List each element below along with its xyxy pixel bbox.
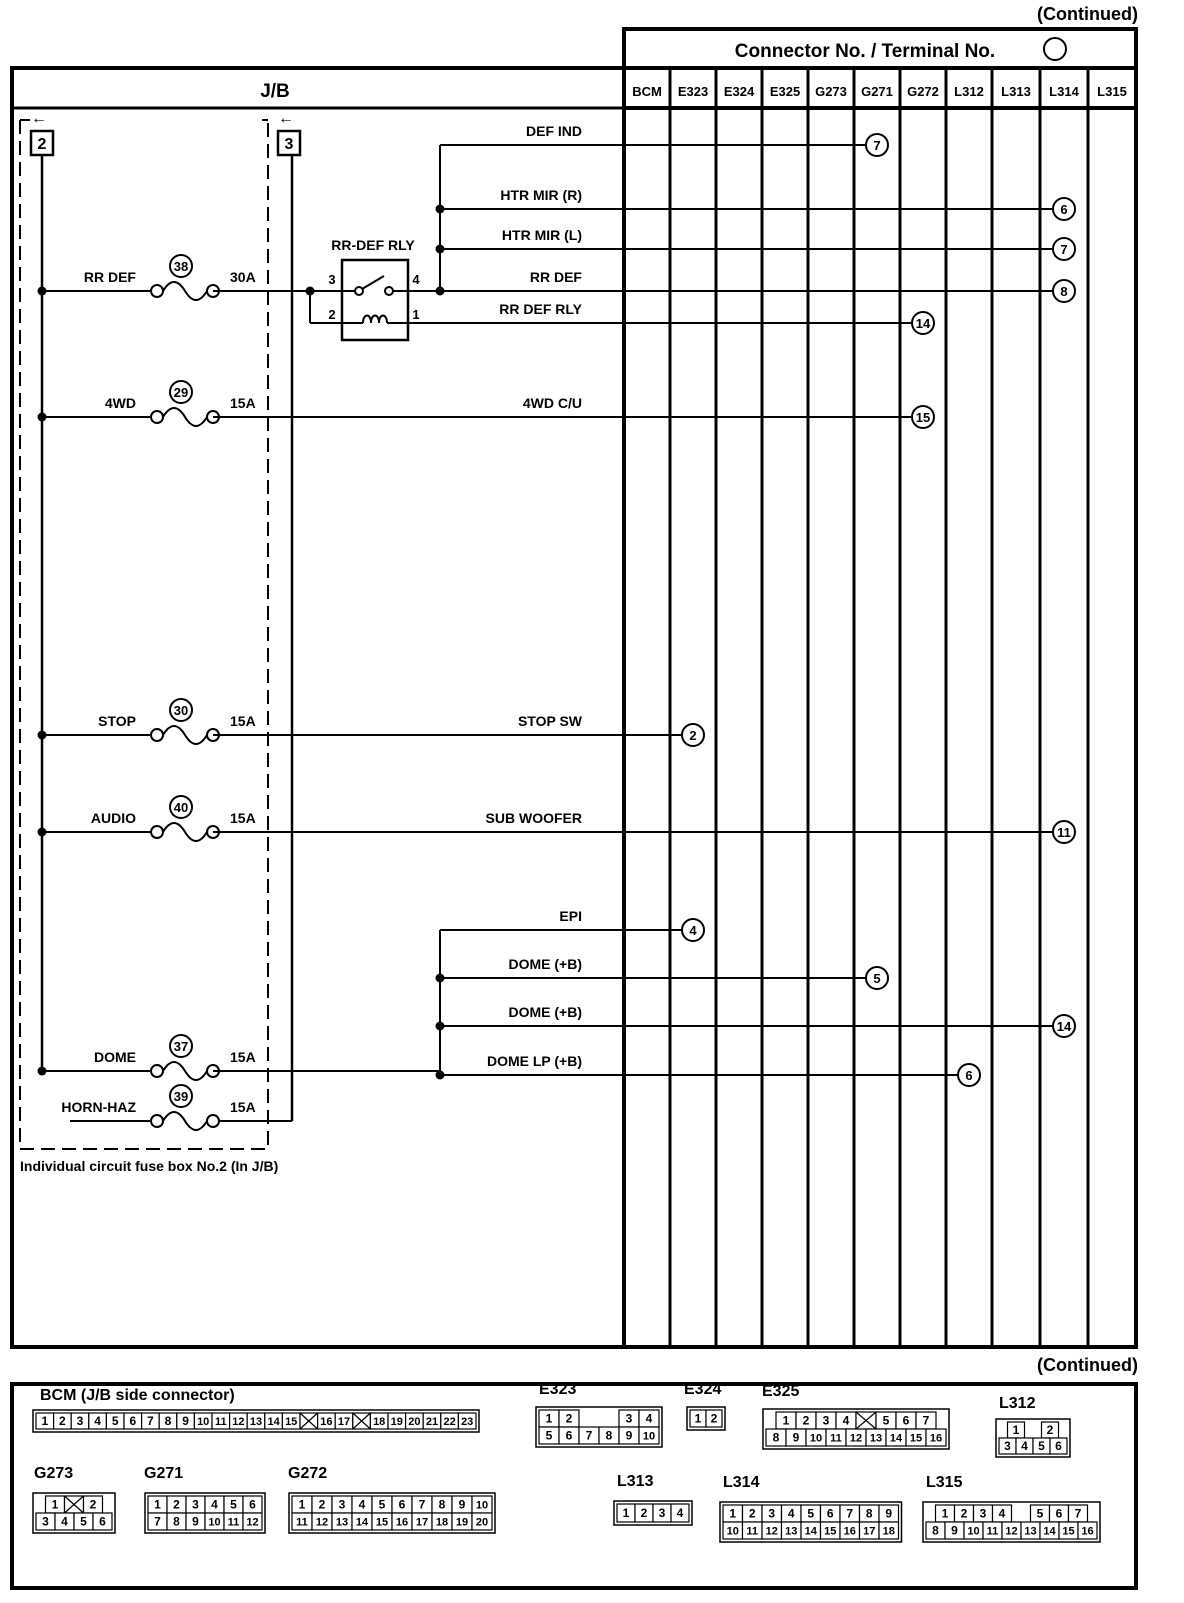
svg-text:1: 1 bbox=[412, 307, 420, 322]
pin-number: 16 bbox=[320, 1416, 333, 1428]
connector-header: Connector No. / Terminal No. bbox=[734, 41, 996, 62]
column-headers bbox=[632, 84, 1127, 99]
pin-number: 15 bbox=[1062, 1525, 1075, 1538]
pin-number: 20 bbox=[475, 1516, 489, 1529]
pin-number: 3 bbox=[768, 1506, 776, 1521]
pin-number: 10 bbox=[726, 1525, 739, 1538]
pin-number: 9 bbox=[792, 1430, 800, 1445]
fuse-label: DOME bbox=[94, 1049, 136, 1065]
pin-number: 11 bbox=[214, 1416, 227, 1428]
rr-def-relay bbox=[328, 237, 420, 340]
pin-number: 9 bbox=[951, 1523, 958, 1538]
pin-number: 19 bbox=[390, 1416, 403, 1428]
pin-number: 3 bbox=[76, 1414, 84, 1428]
pin-number: 5 bbox=[80, 1514, 87, 1529]
pin-number: 14 bbox=[267, 1416, 280, 1428]
pin-number: 16 bbox=[395, 1516, 409, 1529]
pin-number: 7 bbox=[154, 1514, 161, 1529]
pin-number: 3 bbox=[42, 1514, 49, 1529]
pin-number: 1 bbox=[154, 1497, 161, 1512]
column-label: L313 bbox=[1001, 84, 1031, 99]
pin-number: 11 bbox=[296, 1516, 308, 1529]
svg-text:3: 3 bbox=[328, 272, 336, 287]
circuit-label: 4WD C/U bbox=[522, 395, 582, 411]
pin-number: 18 bbox=[435, 1516, 449, 1529]
pin-number: 2 bbox=[710, 1411, 718, 1426]
pin-number: 14 bbox=[804, 1525, 817, 1538]
svg-text:RR-DEF RLY: RR-DEF RLY bbox=[331, 237, 415, 253]
pin-number: 8 bbox=[865, 1506, 873, 1521]
svg-text:4: 4 bbox=[412, 272, 420, 287]
svg-text:2: 2 bbox=[37, 136, 47, 153]
pin-number: 4 bbox=[998, 1506, 1006, 1521]
pin-number: 22 bbox=[443, 1416, 456, 1428]
pin-number: 12 bbox=[315, 1516, 329, 1529]
pin-number: 4 bbox=[358, 1497, 366, 1512]
pin-number: 14 bbox=[889, 1432, 903, 1445]
fuse bbox=[38, 1035, 441, 1080]
pin-number: 16 bbox=[929, 1432, 943, 1445]
pin-number: 15 bbox=[375, 1516, 389, 1529]
terminal-number: 14 bbox=[915, 316, 931, 331]
fuse-label: AUDIO bbox=[90, 810, 136, 826]
pin-number: 3 bbox=[338, 1497, 346, 1512]
terminal-number: 4 bbox=[689, 923, 697, 938]
terminal-number: 6 bbox=[965, 1068, 973, 1083]
pin-number: 3 bbox=[1004, 1439, 1011, 1453]
pin-number: 1 bbox=[729, 1506, 737, 1521]
pin-number: 5 bbox=[882, 1413, 890, 1428]
svg-text:2: 2 bbox=[328, 307, 336, 322]
pin-number: 11 bbox=[986, 1525, 999, 1538]
circuit bbox=[440, 227, 1075, 260]
circuit bbox=[523, 395, 934, 428]
pin-number: 15 bbox=[285, 1416, 298, 1428]
pin-number: 10 bbox=[642, 1430, 656, 1443]
circuit-label: RR DEF bbox=[529, 269, 582, 285]
pin-number: 4 bbox=[1021, 1439, 1028, 1453]
fuse bbox=[61, 1085, 255, 1130]
pin-number: 2 bbox=[802, 1413, 810, 1428]
connector-name: L315 bbox=[926, 1474, 963, 1491]
connector bbox=[762, 1383, 949, 1449]
pin-number: 10 bbox=[967, 1525, 980, 1538]
pin-number: 9 bbox=[458, 1497, 466, 1512]
pin-number: 6 bbox=[902, 1413, 910, 1428]
column-label: E324 bbox=[723, 84, 755, 99]
pin-number: 7 bbox=[1074, 1506, 1082, 1521]
terminal-number: 11 bbox=[1057, 825, 1071, 840]
jb-label: J/B bbox=[260, 81, 290, 102]
pin-number: 3 bbox=[658, 1506, 666, 1520]
pin-number: 4 bbox=[676, 1506, 684, 1520]
pin-number: 7 bbox=[846, 1506, 854, 1521]
pin-number: 5 bbox=[545, 1428, 553, 1443]
circuit-label: DOME LP (+B) bbox=[486, 1053, 582, 1069]
pin-number: 6 bbox=[1055, 1439, 1062, 1453]
pin-number: 1 bbox=[545, 1411, 553, 1426]
terminal-number: 15 bbox=[915, 410, 931, 425]
column-lines bbox=[670, 68, 1088, 1347]
pin-number: 2 bbox=[960, 1506, 968, 1521]
circuit bbox=[486, 810, 1075, 843]
pin-number: 11 bbox=[746, 1525, 759, 1538]
pin-number: 5 bbox=[1038, 1439, 1045, 1453]
pin-number: 4 bbox=[94, 1414, 101, 1428]
fuse-number: 37 bbox=[173, 1039, 189, 1054]
connector bbox=[144, 1465, 265, 1533]
pin-number: 2 bbox=[318, 1497, 326, 1512]
circuit-label: HTR MIR (L) bbox=[501, 227, 582, 243]
pin-number: 1 bbox=[1012, 1423, 1020, 1437]
connector-name: BCM (J/B side connector) bbox=[40, 1387, 235, 1404]
connector bbox=[614, 1473, 692, 1525]
connector-name: E324 bbox=[684, 1381, 722, 1398]
pin-number: 12 bbox=[232, 1416, 245, 1428]
pin-number: 7 bbox=[147, 1414, 154, 1428]
pin-number: 14 bbox=[1043, 1525, 1056, 1538]
pin-number: 5 bbox=[1036, 1506, 1044, 1521]
connector bbox=[996, 1395, 1070, 1457]
pin-number: 20 bbox=[408, 1416, 421, 1428]
connector-faces bbox=[33, 1381, 1100, 1542]
pin-number: 2 bbox=[59, 1414, 66, 1428]
pin-number: 9 bbox=[625, 1428, 633, 1443]
pin-number: 8 bbox=[164, 1414, 172, 1428]
pin-number: 6 bbox=[565, 1428, 573, 1443]
fuse-label: HORN-HAZ bbox=[61, 1099, 136, 1115]
pin-number: 10 bbox=[197, 1416, 210, 1428]
pin-number: 6 bbox=[826, 1506, 834, 1521]
pin-number: 6 bbox=[99, 1514, 106, 1529]
pin-number: 2 bbox=[1046, 1423, 1054, 1437]
circuit-label: SUB WOOFER bbox=[485, 810, 582, 826]
pin-number: 13 bbox=[869, 1432, 883, 1445]
pin-number: 8 bbox=[932, 1523, 939, 1538]
pin-number: 14 bbox=[355, 1516, 369, 1529]
fuse bbox=[38, 255, 256, 300]
fuse-amp: 15A bbox=[230, 395, 256, 411]
box-3-marker bbox=[278, 110, 300, 155]
pin-number: 16 bbox=[843, 1525, 856, 1538]
circuit-label: RR DEF RLY bbox=[499, 301, 582, 317]
continued-top: (Continued) bbox=[1037, 4, 1138, 24]
circuit bbox=[440, 187, 1075, 220]
connector-name: G273 bbox=[34, 1465, 74, 1482]
fuse-label: 4WD bbox=[104, 395, 136, 411]
pin-number: 5 bbox=[230, 1497, 237, 1512]
terminal-number: 5 bbox=[873, 971, 881, 986]
fuse-amp: 15A bbox=[230, 1049, 256, 1065]
circuit bbox=[440, 956, 888, 989]
circuit-label: HTR MIR (R) bbox=[500, 187, 582, 203]
fuse-amp: 15A bbox=[230, 810, 256, 826]
box-2-marker bbox=[31, 110, 53, 155]
fuse-number: 38 bbox=[173, 259, 189, 274]
pin-number: 17 bbox=[863, 1525, 876, 1538]
pin-number: 23 bbox=[461, 1416, 474, 1428]
pin-number: 4 bbox=[787, 1506, 795, 1521]
pin-number: 21 bbox=[425, 1416, 439, 1428]
pin-number: 8 bbox=[438, 1497, 446, 1512]
pin-number: 17 bbox=[337, 1416, 351, 1428]
terminal-number: 8 bbox=[1060, 284, 1068, 299]
pin-number: 1 bbox=[622, 1506, 630, 1520]
fuse-label: RR DEF bbox=[83, 269, 136, 285]
continued-bottom: (Continued) bbox=[1037, 1355, 1138, 1375]
pin-number: 7 bbox=[418, 1497, 426, 1512]
pin-number: 13 bbox=[1024, 1525, 1037, 1538]
pin-number: 5 bbox=[807, 1506, 815, 1521]
pin-number: 15 bbox=[824, 1525, 837, 1538]
circuit bbox=[440, 1004, 1075, 1037]
pin-number: 9 bbox=[885, 1506, 893, 1521]
connector bbox=[33, 1387, 479, 1432]
pin-number: 2 bbox=[565, 1411, 573, 1426]
fuse-number: 40 bbox=[173, 800, 189, 815]
circuit bbox=[440, 123, 888, 156]
connector-name: L314 bbox=[723, 1474, 760, 1491]
pin-number: 17 bbox=[415, 1516, 429, 1529]
terminal-number: 6 bbox=[1060, 202, 1068, 217]
pin-number: 11 bbox=[830, 1432, 842, 1445]
circuit-label: EPI bbox=[559, 908, 582, 924]
circuit bbox=[440, 908, 704, 941]
terminal-number: 14 bbox=[1056, 1019, 1072, 1034]
pin-number: 16 bbox=[1081, 1525, 1094, 1538]
fuse-label: STOP bbox=[98, 713, 136, 729]
column-label: G273 bbox=[815, 84, 847, 99]
pin-number: 12 bbox=[765, 1525, 778, 1538]
circuit-label: DEF IND bbox=[526, 123, 582, 139]
connector-name: E323 bbox=[539, 1381, 577, 1398]
pin-number: 3 bbox=[979, 1506, 987, 1521]
pin-number: 2 bbox=[640, 1506, 648, 1520]
circuit bbox=[518, 713, 704, 746]
pin-number: 3 bbox=[822, 1413, 830, 1428]
connector-name: L312 bbox=[999, 1395, 1036, 1412]
pin-number: 12 bbox=[1005, 1525, 1018, 1538]
connector bbox=[684, 1381, 725, 1430]
pin-number: 19 bbox=[455, 1516, 469, 1529]
fuse-amp: 30A bbox=[230, 269, 256, 285]
fuse-amp: 15A bbox=[230, 713, 256, 729]
column-label: BCM bbox=[632, 84, 662, 99]
fuse-amp: 15A bbox=[230, 1099, 256, 1115]
pin-number: 5 bbox=[378, 1497, 386, 1512]
pin-number: 8 bbox=[605, 1428, 613, 1443]
connector bbox=[536, 1381, 662, 1447]
pin-number: 1 bbox=[41, 1414, 49, 1428]
fuse-number: 29 bbox=[173, 385, 189, 400]
circuit-label: STOP SW bbox=[517, 713, 582, 729]
pin-number: 1 bbox=[782, 1413, 790, 1428]
pin-number: 18 bbox=[882, 1525, 895, 1538]
fusebox-caption: Individual circuit fuse box No.2 (In J/B) bbox=[20, 1158, 279, 1174]
pin-number: 4 bbox=[842, 1413, 850, 1428]
svg-text:←: ← bbox=[31, 110, 47, 127]
pin-number: 4 bbox=[645, 1411, 653, 1426]
fuse-list bbox=[38, 255, 625, 1130]
pin-number: 2 bbox=[748, 1506, 756, 1521]
pin-number: 10 bbox=[208, 1516, 221, 1529]
pin-number: 1 bbox=[941, 1506, 949, 1521]
pin-number: 13 bbox=[335, 1516, 349, 1529]
pin-number: 6 bbox=[129, 1414, 137, 1428]
pin-number: 8 bbox=[173, 1514, 180, 1529]
connector bbox=[720, 1474, 902, 1542]
pin-number: 11 bbox=[227, 1516, 240, 1529]
pin-number: 3 bbox=[192, 1497, 199, 1512]
circuit bbox=[440, 269, 1075, 302]
pin-number: 6 bbox=[1055, 1506, 1063, 1521]
pin-number: 13 bbox=[249, 1416, 263, 1428]
connector bbox=[288, 1465, 495, 1533]
svg-text:←: ← bbox=[278, 110, 294, 127]
pin-number: 10 bbox=[809, 1432, 823, 1445]
connector bbox=[923, 1474, 1100, 1542]
fuse-number: 39 bbox=[173, 1089, 189, 1104]
column-label: L314 bbox=[1049, 84, 1079, 99]
column-label: L315 bbox=[1097, 84, 1127, 99]
terminal-number: 2 bbox=[689, 728, 697, 743]
connector-name: E325 bbox=[762, 1383, 800, 1400]
circuit-label: DOME (+B) bbox=[508, 956, 582, 972]
pin-number: 4 bbox=[61, 1514, 68, 1529]
circuit-list bbox=[408, 123, 1075, 1086]
pin-number: 13 bbox=[785, 1525, 798, 1538]
terminal-number: 7 bbox=[1060, 242, 1068, 257]
pin-number: 9 bbox=[182, 1414, 189, 1428]
pin-number: 5 bbox=[111, 1414, 119, 1428]
column-label: E323 bbox=[677, 84, 709, 99]
pin-number: 12 bbox=[246, 1516, 259, 1529]
pin-number: 12 bbox=[849, 1432, 863, 1445]
pin-number: 4 bbox=[211, 1497, 218, 1512]
pin-number: 9 bbox=[192, 1514, 199, 1529]
pin-number: 15 bbox=[909, 1432, 923, 1445]
column-label: G272 bbox=[907, 84, 939, 99]
pin-number: 7 bbox=[922, 1413, 930, 1428]
connector-name: G272 bbox=[288, 1465, 328, 1482]
terminal-number: 7 bbox=[873, 138, 881, 153]
pin-number: 8 bbox=[772, 1430, 780, 1445]
connector-name: G271 bbox=[144, 1465, 184, 1482]
pin-number: 2 bbox=[89, 1497, 97, 1512]
column-label: G271 bbox=[861, 84, 893, 99]
pin-number: 3 bbox=[625, 1411, 633, 1426]
fuse-number: 30 bbox=[173, 703, 189, 718]
pin-number: 18 bbox=[373, 1416, 386, 1428]
pin-number: 6 bbox=[398, 1497, 406, 1512]
connector bbox=[33, 1465, 115, 1533]
pin-number: 2 bbox=[173, 1497, 180, 1512]
circuit-label: DOME (+B) bbox=[508, 1004, 582, 1020]
pin-number: 7 bbox=[585, 1428, 593, 1443]
pin-number: 1 bbox=[51, 1497, 59, 1512]
pin-number: 1 bbox=[298, 1497, 306, 1512]
column-label: E325 bbox=[769, 84, 801, 99]
pin-number: 1 bbox=[694, 1411, 702, 1426]
pin-number: 6 bbox=[249, 1497, 256, 1512]
svg-text:3: 3 bbox=[284, 136, 294, 153]
column-label: L312 bbox=[954, 84, 984, 99]
connector-name: L313 bbox=[617, 1473, 654, 1490]
pin-number: 10 bbox=[475, 1499, 489, 1512]
